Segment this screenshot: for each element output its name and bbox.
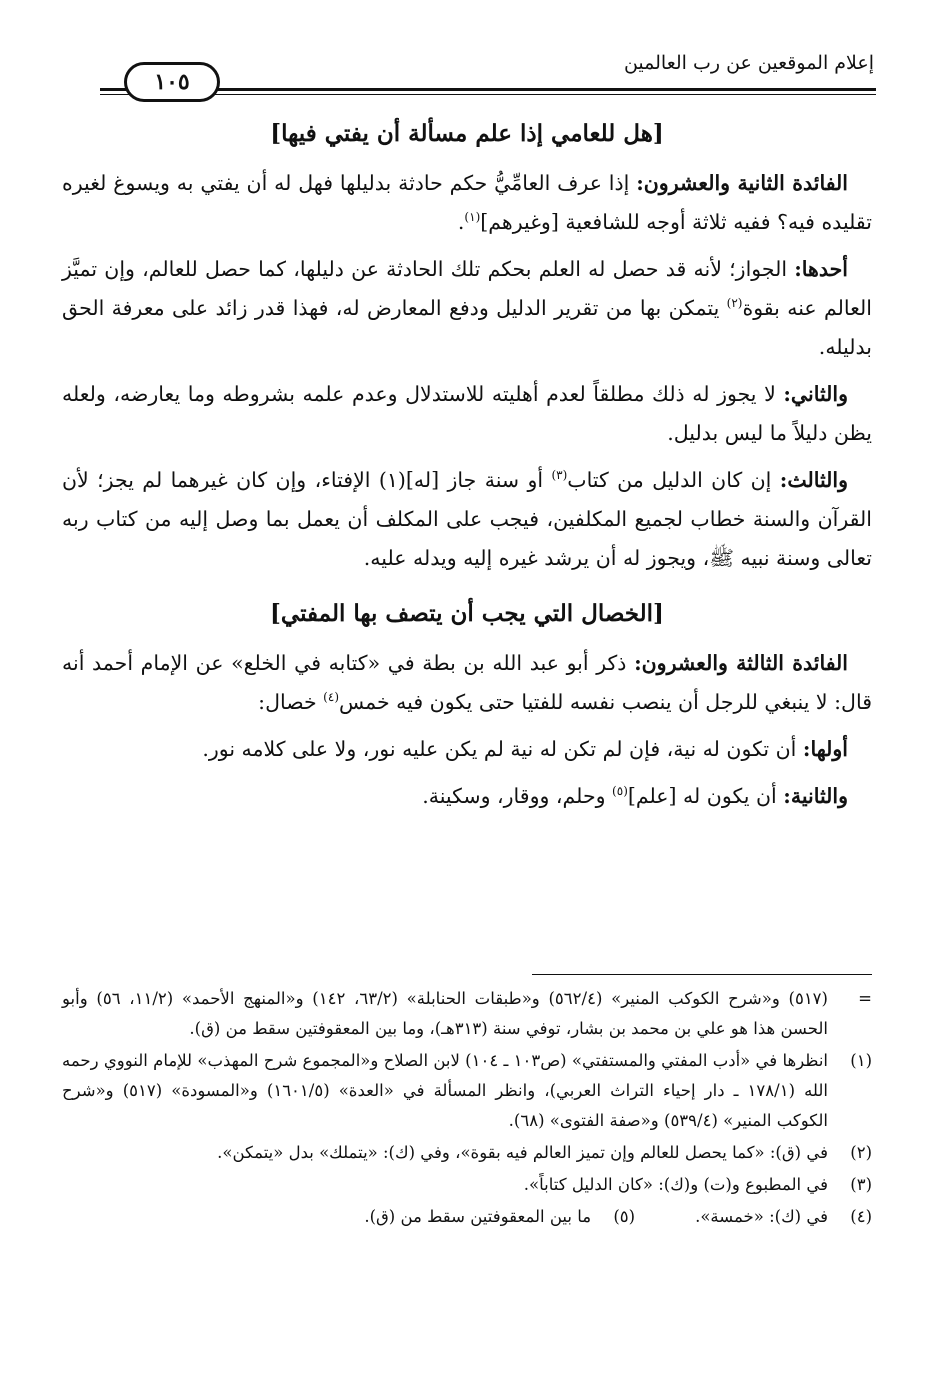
footnote-row	[62, 1202, 872, 1234]
footnote	[62, 1046, 872, 1136]
paragraph	[62, 777, 872, 816]
footnote	[62, 1138, 872, 1168]
paragraph-text: أن يكون له [علم]	[627, 784, 784, 808]
paragraph-lead: أحدها:	[794, 257, 848, 281]
footnote	[62, 984, 872, 1044]
section-heading: [هل للعامي إذا علم مسألة أن يفتي فيها]	[270, 120, 664, 147]
footnote-number: (٤)	[850, 1207, 872, 1226]
page-number: ١٠٥	[124, 62, 220, 102]
paragraph	[62, 375, 872, 453]
paragraph	[62, 250, 872, 367]
footnote-ref[interactable]: (١)	[464, 210, 481, 225]
footnotes	[62, 984, 872, 1234]
running-header-title: إعلام الموقعين عن رب العالمين	[623, 52, 874, 74]
footnote	[62, 1170, 872, 1200]
paragraph-lead: والثانية:	[783, 784, 848, 808]
paragraph-text: وحلم، ووقار، وسكينة.	[422, 784, 613, 808]
paragraph-lead: والثاني:	[783, 382, 848, 406]
footnote-number: (١)	[850, 1051, 872, 1070]
header-rule-thin	[100, 94, 876, 95]
paragraph-text: إذا عرف العامِّيُّ حكم حادثة بدليلها فهل له أن يفتي به ويسوغ لغيره تقليده فيه؟ ففيه ثلاثة أوجه للشافعية [وغيرهم]	[62, 171, 872, 234]
footnote	[695, 1202, 872, 1232]
paragraph-text: ذكر أبو عبد الله بن بطة في «كتابه في الخلع» عن الإمام أحمد أنه قال: لا ينبغي للرجل أن ينصب نفسه للفتيا حتى يكون فيه خمس	[62, 651, 872, 714]
footnote-ref[interactable]: (٢)	[726, 296, 743, 311]
footnote-separator	[532, 974, 872, 975]
footnote-number: (٣)	[850, 1175, 872, 1194]
footnote-text: (٥١٧) و«شرح الكوكب المنير» (٥٦٢/٤) و«طبقات الحنابلة» (٦٣/٢، ١٤٢) و«المنهج الأحمد» (١١/٢، ٥٦) وأبو الحسن هذا هو علي بن محمد بن بشار، توفي سنة (٣١٣هـ)، وما بين المعقوفتين سقط من (ق).	[62, 989, 828, 1038]
main-text	[62, 112, 872, 824]
footnote-number: (٥)	[613, 1207, 636, 1226]
paragraph-text: خصال:	[258, 690, 324, 714]
paragraph	[62, 730, 872, 769]
section-heading: [الخصال التي يجب أن يتصف بها المفتي]	[270, 600, 664, 627]
paragraph-text: لا يجوز له ذلك مطلقاً لعدم أهليته للاستدلال وعدم علمه بشروطه وما يعارضه، ولعله يظن دليلاً ما ليس بدليل.	[62, 382, 872, 445]
footnote-number: =	[858, 989, 872, 1008]
paragraph-text: أو سنة جاز [له](١) الإفتاء، وإن كان غيرهما لم يجز؛ لأن القرآن والسنة خطاب لجميع المكلفين، فيجب على المكلف أن يعمل بما وصل إليه من كتاب ربه تعالى وسنة نبيه ﷺ، ويجوز له أن يرشد غيره إليه ويدله عليه.	[62, 468, 872, 570]
footnote	[364, 1202, 635, 1232]
footnote-text: في (ق): «كما يحصل للعالم وإن تميز العالم فيه بقوة»، وفي (ك): «يتملك» بدل «يتمكن».	[217, 1143, 828, 1162]
paragraph	[62, 164, 872, 242]
footnote-ref[interactable]: (٤)	[323, 690, 339, 705]
paragraph-lead: الفائدة الثالثة والعشرون:	[634, 651, 849, 675]
paragraph-lead: الفائدة الثانية والعشرون:	[636, 171, 849, 195]
footnote-text: في المطبوع و(ت) و(ك): «كان الدليل كتاباً».	[523, 1175, 828, 1194]
paragraph-text: يتمكن بها من تقرير الدليل ودفع المعارض له، فهذا قدر زائد على معرفة الحق بدليله.	[62, 296, 872, 359]
footnote-text: انظرها في «أدب المفتي والمستفتي» (ص١٠٣ ـ ١٠٤) لابن الصلاح و«المجموع شرح المهذب» للإمام النووي رحمه الله (١٧٨/١ ـ دار إحياء التراث العربي)، وانظر المسألة في «العدة» (١٦٠١/٥) و«المسودة» (٥١٧) و«شرح الكوكب المنير» (٥٣٩/٤) و«صفة الفتوى» (٦٨).	[62, 1051, 829, 1130]
paragraph	[62, 461, 872, 578]
paragraph-text: إن كان الدليل من كتاب	[567, 468, 780, 492]
footnote-number: (٢)	[850, 1143, 872, 1162]
paragraph-lead: أولها:	[802, 737, 848, 761]
paragraph-text: الجواز؛ لأنه قد حصل له العلم بحكم تلك الحادثة عن دليلها، كما حصل للعالم، وإن تميَّز العالم عنه بقوة	[62, 257, 872, 320]
paragraph-lead: والثالث:	[779, 468, 848, 492]
paragraph-text: أن تكون له نية، فإن لم تكن له نية لم يكن عليه نور، ولا على كلامه نور.	[202, 737, 803, 761]
paragraph	[62, 644, 872, 722]
footnote-ref[interactable]: (٥)	[612, 784, 628, 799]
paragraph-text: .	[457, 210, 465, 234]
footnote-ref[interactable]: (٣)	[551, 468, 568, 483]
footnote-text: ما بين المعقوفتين سقط من (ق).	[364, 1207, 592, 1226]
footnote-text: في (ك): «خمسة».	[695, 1207, 828, 1226]
